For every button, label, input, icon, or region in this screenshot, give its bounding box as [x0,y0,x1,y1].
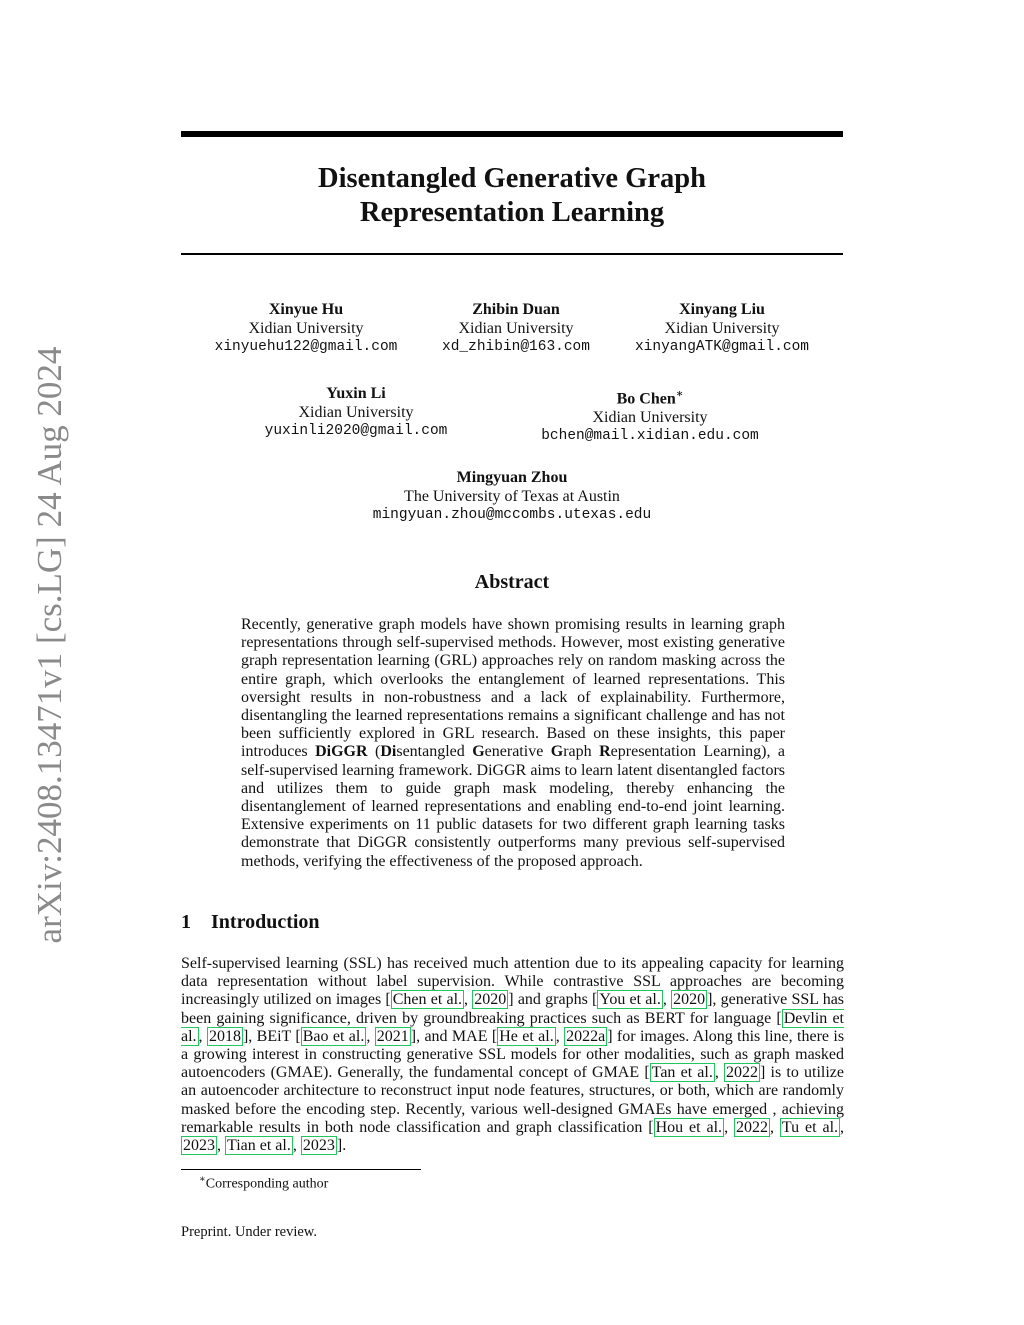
abstract-heading: Abstract [474,571,550,593]
citation-link[interactable]: 2023 [302,1137,335,1155]
abstract-text: enerative [484,743,551,761]
body-text: , [724,1118,734,1136]
author-block [206,301,406,357]
citation-link[interactable]: Tu et al. [781,1118,839,1136]
preprint-notice: Preprint. Under review. [181,1224,317,1240]
section-number: 1 [181,911,191,933]
body-text: , [714,1064,725,1082]
body-text: , [217,1137,225,1155]
body-text: ] is to utilize an autoencoder architecture to reconstruct input node features, structures, or both, which are randomly masked before the encoding step. Recently, various well-designed GMAEs have emerged , achieving remarkable results in both node classification and graph classification [ [181,1064,845,1136]
acronym-letter: G [550,743,564,761]
citation-link[interactable]: Tian et al. [227,1137,291,1155]
abstract-text: Recently, generative graph models have shown promising results in learning graph representations through self-supervised methods. However, most existing generative graph representation learning (GRL) approaches rely on random masking across the entire graph, which overlooks the entanglement of learned representations. This oversight results in non-robustness and a lack of explainability. Furthermore, disentangling the learned representations remains a significant challenge and has not been sufficiently explored in GRL research. Based on these insights, this paper introduces [241,616,785,761]
author-affiliation: Xidian University [248,319,364,337]
footnote-text: Corresponding author [205,1176,329,1192]
abstract-text: sentangled [396,743,473,761]
author-affiliation: Xidian University [592,408,708,426]
title-line-1: Disentangled Generative Graph [318,163,706,194]
acronym-letter: R [599,743,611,761]
author-block [520,385,780,446]
author-affiliation: The University of Texas at Austin [404,487,620,505]
abstract-text: epresentation Learning), a self-supervised learning framework. DiGGR aims to learn latent disentangled factors and utilizes them to guide graph mask modeling, thereby enhancing the disentanglement of learned representations and enabling end-to-end joint learning. Extensive experiments on 11 public datasets for two different graph learning tasks demonstrate that DiGGR consistently outperforms many previous self-supervised methods, verifying the effectiveness of the proposed approach. [241,743,786,870]
author-block [416,301,616,357]
citation-link[interactable]: 2018 [208,1027,241,1045]
title-bottom-rule [181,253,843,255]
author-name: Xinyue Hu [268,301,344,318]
abstract-body [241,616,785,871]
author-name: Xinyang Liu [679,301,765,318]
author-email[interactable]: xd_zhibin@163.com [442,339,590,355]
citation-link[interactable]: 2023 [183,1137,215,1155]
author-email[interactable]: xinyuehu122@gmail.com [214,339,398,355]
citation-link[interactable]: 2022 [735,1118,768,1136]
introduction-paragraph [181,955,844,1155]
method-name: DiGGR [315,743,368,761]
acronym-letter: G [472,743,485,761]
citation-link[interactable]: He et al. [499,1027,554,1045]
body-text: ], BEiT [ [242,1027,301,1045]
footnote-mark: ∗ [199,1174,206,1185]
abstract-text: raph [563,743,600,761]
citation-link[interactable]: You et al. [599,991,661,1009]
body-text: ], and MAE [ [410,1027,498,1045]
body-text: ], generative SSL has been gaining significance, driven by groundbreaking practices such as BERT for language [ [181,991,845,1027]
corresponding-mark: ∗ [675,388,684,400]
body-text: , [840,1118,845,1136]
section-heading-introduction [181,911,320,934]
body-text: , [198,1027,207,1045]
citation-link[interactable]: Devlin et al. [181,1009,844,1045]
body-text: , [769,1118,780,1136]
body-text: , [555,1027,565,1045]
author-name: Mingyuan Zhou [456,469,568,486]
author-affiliation: Xidian University [664,319,780,337]
body-text: , [464,991,473,1009]
body-text: , [292,1137,301,1155]
footnote-rule [181,1169,421,1170]
author-email[interactable]: xinyangATK@gmail.com [634,339,810,355]
author-email[interactable]: bchen@mail.xidian.edu.com [541,428,759,445]
author-name-text: Bo Chen [616,390,676,408]
author-block [622,301,822,357]
author-name [520,385,780,409]
author-email[interactable]: yuxinli2020@gmail.com [264,423,448,439]
citation-link[interactable]: 2022a [566,1027,606,1045]
author-name: Yuxin Li [326,385,386,402]
body-text: Self-supervised learning (SSL) has received much attention due to its appealing capacity for learning data representation without label supervision. While contrastive SSL approaches are becoming increasingly utilized on images [ [181,955,844,1009]
author-affiliation: Xidian University [298,403,414,421]
body-text: ]. [336,1137,347,1155]
section-title: Introduction [211,911,320,933]
paper-title [181,162,843,230]
author-email[interactable]: mingyuan.zhou@mccombs.utexas.edu [372,507,652,523]
acronym-letter: Di [380,743,397,761]
citation-link[interactable]: 2021 [376,1027,409,1045]
body-text: ] for images. Along this line, there is a growing interest in constructing generative SSL models for other modalities, such as graph masked autoencoders (GMAE). Generally, the fundamental concept of GMAE [ [181,1027,845,1082]
body-text: , [662,991,672,1009]
citation-link[interactable]: Bao et al. [302,1027,365,1045]
citation-link[interactable]: 2020 [474,991,507,1009]
body-text: , [366,1027,375,1045]
footnote [199,1174,328,1193]
author-affiliation: Xidian University [458,319,574,337]
citation-link[interactable]: Chen et al. [392,991,463,1009]
top-rule [181,131,843,137]
title-line-2: Representation Learning [359,197,665,228]
body-text: ] and graphs [ [508,991,598,1009]
author-block [246,385,466,441]
citation-link[interactable]: Hou et al. [655,1118,723,1136]
citation-link[interactable]: Tan et al. [651,1064,713,1082]
abstract-text: ( [367,743,381,761]
author-block [342,469,682,525]
citation-link[interactable]: 2020 [673,991,706,1009]
arxiv-identifier: arXiv:2408.13471v1 [cs.LG] 24 Aug 2024 [30,346,69,944]
citation-link[interactable]: 2022 [726,1064,759,1082]
author-name: Zhibin Duan [472,301,560,318]
